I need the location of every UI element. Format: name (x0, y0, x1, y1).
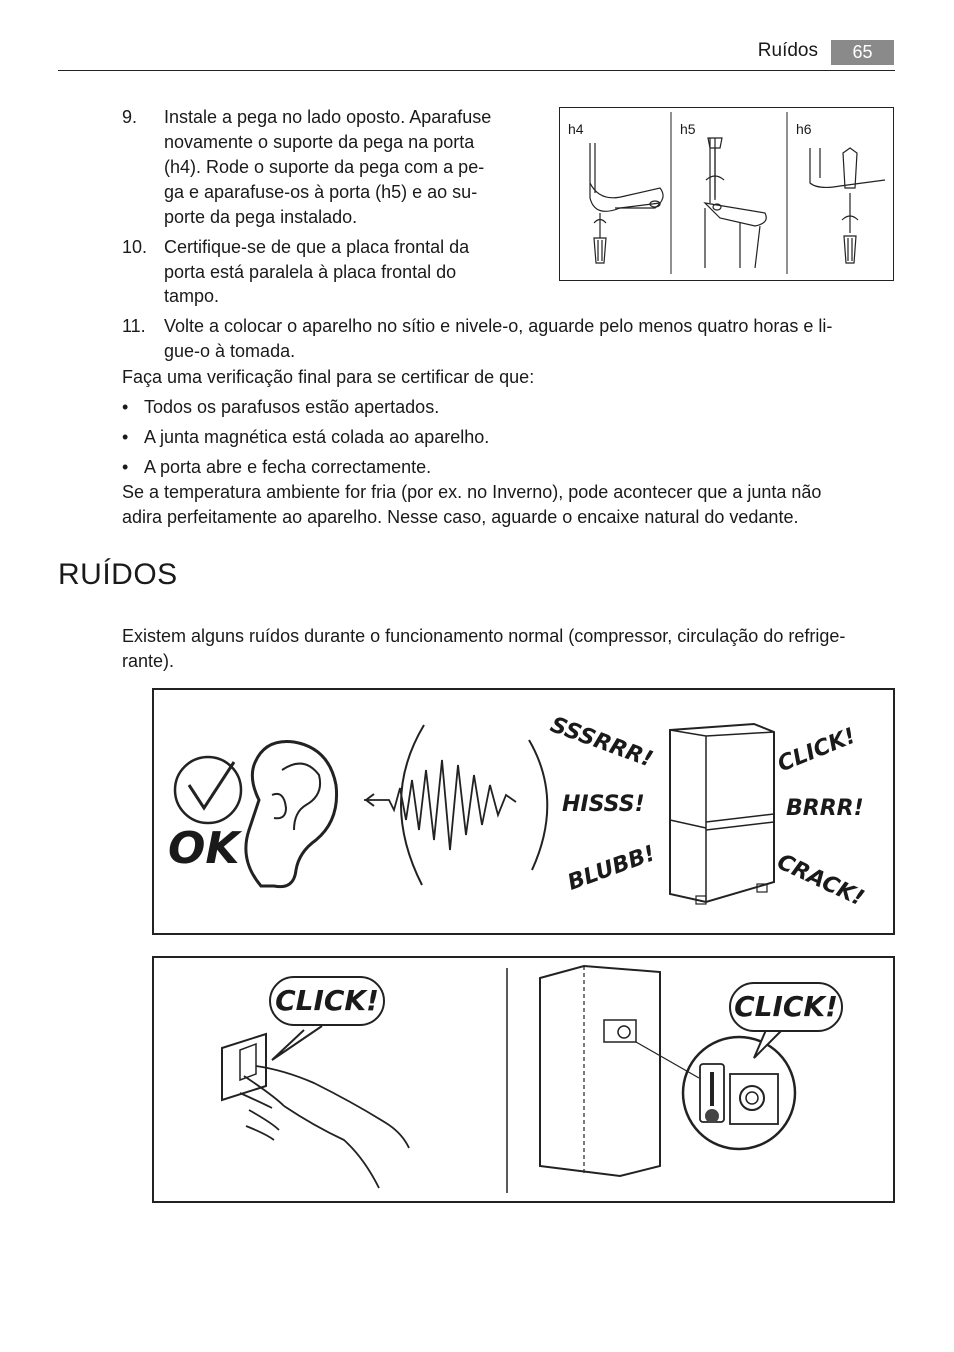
figure-label-h5: h5 (680, 121, 696, 137)
figure-label-h4: h4 (568, 121, 584, 137)
click-illustration (152, 956, 895, 1203)
noise-drawing (154, 690, 893, 933)
intro-line-1: Existem alguns ruídos durante o funcionamento normal (compressor, circulação do refrige- (122, 626, 846, 646)
closing-line-2: adira perfeitamente ao aparelho. Nesse caso, aguarde o encaixe natural do vedante. (122, 507, 799, 527)
step-11-line-1: Volte a colocar o aparelho no sítio e nivele-o, aguarde pelo menos quatro horas e li- (164, 316, 833, 336)
noise-blubb: BLUBB! (564, 841, 659, 896)
section-title: RUÍDOS (58, 558, 178, 591)
figure-label-h6: h6 (796, 121, 812, 137)
noise-crack: CRACK! (773, 849, 868, 912)
page-number: 65 (831, 40, 894, 65)
bullet-item: • Todos os parafusos estão apertados. (122, 397, 440, 417)
header-title: Ruídos (757, 40, 818, 61)
header-rule (58, 70, 895, 71)
step-10-line-3: tampo. (164, 286, 220, 306)
closing-line-1: Se a temperatura ambiente for fria (por ex. no Inverno), pode acontecer que a junta não (122, 482, 822, 502)
intro-line-2: rante). (122, 651, 175, 671)
step-10-line-2: porta está paralela à placa frontal do (164, 262, 457, 282)
noise-hisss: HISSS! (562, 792, 645, 817)
bullet-item: • A junta magnética está colada ao aparelho. (122, 427, 490, 447)
handle-install-figure (559, 107, 894, 281)
step-9-line-3: (h4). Rode o suporte da pega com a pe- (164, 157, 485, 177)
noise-illustration (152, 688, 895, 935)
step-9-line-5: porte da pega instalado. (164, 207, 358, 227)
noise-click: CLICK! (774, 723, 860, 778)
step-11-line-2: gue-o à tomada. (164, 341, 296, 361)
step-9-line-2: novamente o suporte da pega na porta (164, 132, 475, 152)
noise-brrr: BRRR! (786, 796, 864, 821)
step-9-number: 9. (122, 107, 138, 127)
bullet-item: • A porta abre e fecha correctamente. (122, 457, 432, 477)
step-10-number: 10. (122, 237, 148, 257)
step-9-line-4: ga e aparafuse-os à porta (h5) e ao su- (164, 182, 478, 202)
step-9-line-1: Instale a pega no lado oposto. Aparafuse (164, 107, 492, 127)
noise-sssrrr: SSSRRR! (546, 712, 656, 773)
step-11-number: 11. (122, 316, 146, 336)
click-bubble-thermostat: CLICK! (729, 982, 843, 1032)
step-10-line-1: Certifique-se de que a placa frontal da (164, 237, 470, 257)
ok-label: OK (168, 823, 240, 874)
click-bubble-switch: CLICK! (269, 976, 385, 1026)
check-intro: Faça uma verificação final para se certificar de que: (122, 367, 535, 387)
handle-install-drawings (560, 108, 893, 280)
